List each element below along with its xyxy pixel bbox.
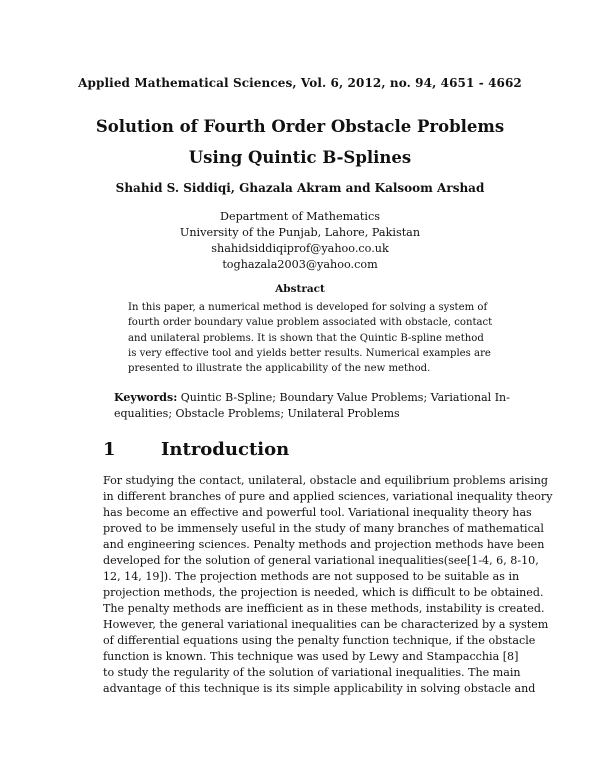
- keywords-text-1: Quintic B-Spline; Boundary Value Problems; Variational In-: [180, 391, 510, 404]
- paragraph-line: However, the general variational inequalities can be characterized by a system: [103, 618, 549, 631]
- paragraph-line: to study the regularity of the solution of variational inequalities. The main: [103, 666, 521, 679]
- abstract-text: [128, 300, 493, 376]
- journal-header: Applied Mathematical Sciences, Vol. 6, 2012, no. 94, 4651 - 4662: [78, 76, 522, 90]
- paragraph-line: function is known. This technique was used by Lewy and Stampacchia [8]: [103, 650, 519, 663]
- affiliation-block: [0, 209, 600, 273]
- abstract-line: presented to illustrate the applicability of the new method.: [128, 363, 431, 375]
- keywords: [114, 390, 510, 421]
- abstract-line: fourth order boundary value problem associated with obstacle, contact: [128, 317, 493, 329]
- paragraph-line: projection methods, the projection is needed, which is difficult to be obtained.: [103, 586, 544, 599]
- paper-title-line-1: Solution of Fourth Order Obstacle Problems: [95, 117, 505, 136]
- paragraph-line: advantage of this technique is its simple applicability in solving obstacle and: [103, 682, 536, 695]
- paragraph-line: For studying the contact, unilateral, obstacle and equilibrium problems arising: [103, 474, 549, 487]
- abstract-line: In this paper, a numerical method is developed for solving a system of: [128, 302, 488, 313]
- email-2: toghazala2003@yahoo.com: [222, 258, 378, 271]
- abstract-heading: Abstract: [275, 283, 325, 295]
- section-number: 1: [103, 439, 116, 460]
- section-title: Introduction: [161, 439, 290, 460]
- department: Department of Mathematics: [220, 210, 380, 223]
- paragraph-line: of differential equations using the penalty function technique, if the obstacle: [103, 634, 536, 647]
- paragraph-line: has become an effective and powerful tool. Variational inequality theory has: [103, 506, 532, 519]
- paragraph-line: 12, 14, 19]). The projection methods are not supposed to be suitable as in: [103, 570, 520, 583]
- paragraph-line: proved to be immensely useful in the study of many branches of mathematical: [103, 522, 544, 535]
- keywords-line-1: [114, 390, 510, 406]
- section-heading: [103, 439, 289, 460]
- paper-title-line-2: Using Quintic B-Splines: [188, 148, 412, 167]
- abstract-line: is very effective tool and yields better results. Numerical examples are: [128, 347, 491, 359]
- paragraph-line: The penalty methods are inefficient as in these methods, instability is created.: [103, 602, 545, 615]
- paragraph-line: developed for the solution of general variational inequalities(see[1-4, 6, 8-10,: [103, 554, 539, 567]
- keywords-line-2: equalities; Obstacle Problems; Unilateral Problems: [114, 406, 400, 420]
- email-1: shahidsiddiqiprof@yahoo.co.uk: [211, 242, 389, 255]
- paragraph-line: and engineering sciences. Penalty methods and projection methods have been: [103, 538, 545, 551]
- introduction-text: [103, 473, 553, 697]
- abstract-line: and unilateral problems. It is shown that the Quintic B-spline method: [128, 332, 484, 344]
- university: University of the Punjab, Lahore, Pakistan: [179, 226, 421, 239]
- paragraph-line: in different branches of pure and applied sciences, variational inequality theory: [103, 490, 553, 503]
- authors: Shahid S. Siddiqi, Ghazala Akram and Kalsoom Arshad: [115, 181, 485, 195]
- keywords-label: Keywords:: [114, 391, 178, 404]
